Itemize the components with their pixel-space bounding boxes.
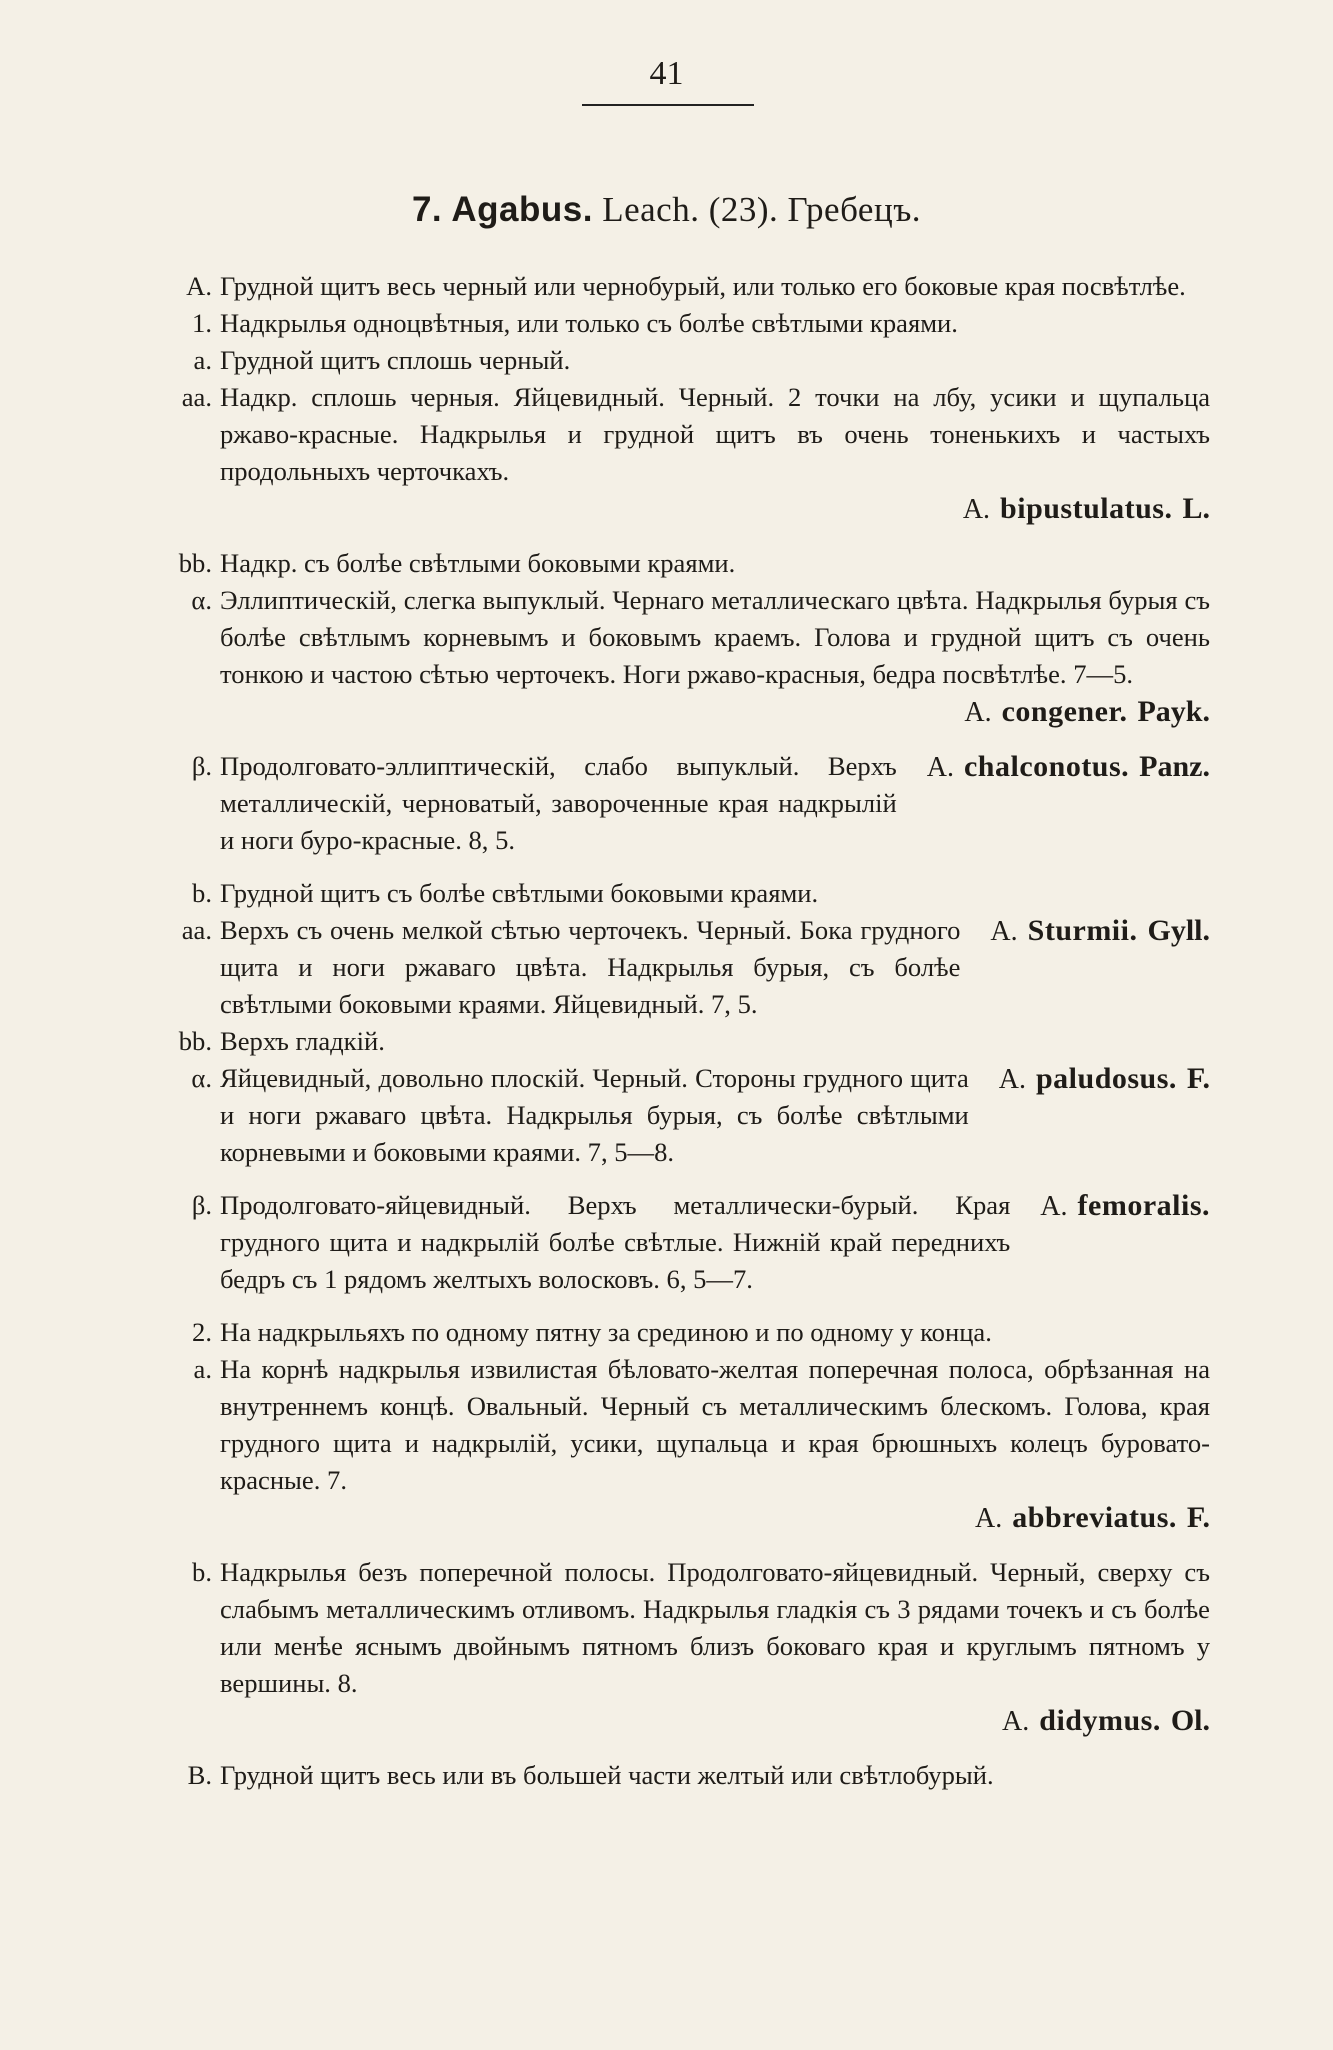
species-author: Gyll.	[1147, 914, 1210, 947]
species-epithet: Sturmii.	[1027, 914, 1138, 947]
entry-body: Яйцевидный, довольно плоскій. Черный. Стороны грудного щита и ноги ржаваго цвѣта. Надкрылья бурыя, съ болѣе свѣтлыми корневыми и боковыми краями. 7, 5—8.	[220, 1063, 969, 1167]
species-name	[1010, 1187, 1210, 1225]
key-entry	[150, 545, 1210, 582]
species-author: Panz.	[1139, 750, 1210, 783]
key-entry	[150, 748, 1210, 859]
key-entry	[150, 875, 1210, 912]
key-entry	[150, 305, 1210, 342]
species-author: F.	[1186, 1062, 1210, 1095]
key-entry	[150, 1314, 1210, 1351]
key-entry	[150, 1351, 1210, 1538]
species-genus: A.	[975, 1503, 1003, 1534]
species-epithet: congener.	[1001, 695, 1128, 728]
entry-text: Надкр. сплошь черныя. Яйцевидный. Черный. 2 точки на лбу, усики и щупальца ржаво-красные. Надкрылья и грудной щитъ въ очень тоненькихъ и частыхъ продольныхъ черточкахъ.	[220, 382, 1210, 486]
species-genus: A.	[1002, 1706, 1030, 1737]
species-genus: A.	[926, 752, 954, 783]
species-author: L.	[1182, 492, 1210, 525]
species-name	[897, 748, 1210, 786]
entry-text: На надкрыльяхъ по одному пятну за срединою и по одному у конца.	[220, 1317, 992, 1347]
entry-body: Верхъ съ очень мелкой сѣтью черточекъ. Черный. Бока грудного щита и ноги ржаваго цвѣта. Надкрылья бурыя, съ болѣе свѣтлыми боковыми краями. Яйцевидный. 7, 5.	[220, 915, 961, 1019]
key-entry	[150, 1023, 1210, 1060]
entry-body: Продолговато-яйцевидный. Верхъ металлически-бурый. Края грудного щита и надкрылій болѣе свѣтлые. Нижній край переднихъ бедръ съ 1 рядомъ желтыхъ волосковъ. 6, 5—7.	[220, 1190, 1011, 1294]
entry-text	[220, 1060, 1210, 1171]
entry-label: bb.	[178, 548, 212, 578]
species-epithet: didymus.	[1039, 1704, 1161, 1737]
entry-label: a.	[193, 1354, 212, 1384]
species-epithet: paludosus.	[1035, 1062, 1177, 1095]
species-name	[960, 912, 1210, 950]
entry-text: Эллиптическій, слегка выпуклый. Чернаго металлическаго цвѣта. Надкрылья бурыя съ болѣе свѣтлымъ корневымъ и боковымъ краемъ. Голова и грудной щитъ съ очень тонкою и частою сѣтью черточекъ. Ноги ржаво-красныя, бедра посвѣтлѣе. 7—5.	[220, 585, 1210, 689]
entry-label: 2.	[192, 1317, 212, 1347]
entry-label: bb.	[178, 1026, 212, 1056]
entry-text: Надкрылья безъ поперечной полосы. Продолговато-яйцевидный. Черный, сверху съ слабымъ металлическимъ отливомъ. Надкрылья гладкія съ 3 рядами точекъ и съ болѣе или менѣе яснымъ двойнымъ пятномъ близъ боковаго края и круглымъ пятномъ у вершины. 8.	[220, 1557, 1210, 1698]
key-entry	[150, 1187, 1210, 1298]
spacer	[150, 859, 1210, 875]
entry-text: Грудной щитъ сплошь черный.	[220, 345, 571, 375]
entry-label: β.	[191, 751, 212, 781]
species-name	[220, 1702, 1210, 1741]
species-genus: A.	[990, 916, 1018, 947]
genus-heading	[0, 188, 1333, 232]
entry-label: b.	[192, 1557, 212, 1587]
spacer	[150, 1538, 1210, 1554]
entry-label: α.	[191, 1063, 212, 1093]
key-entry	[150, 1060, 1210, 1171]
entry-label: b.	[192, 878, 212, 908]
entry-label: α.	[191, 585, 212, 615]
key-entry	[150, 912, 1210, 1023]
spacer	[150, 1741, 1210, 1757]
key-entry	[150, 342, 1210, 379]
entry-label: B.	[187, 1760, 212, 1790]
species-name	[220, 1499, 1210, 1538]
species-name	[220, 693, 1210, 732]
entry-text: Грудной щитъ съ болѣе свѣтлыми боковыми краями.	[220, 878, 819, 908]
key-entry	[150, 582, 1210, 732]
species-genus: A.	[962, 494, 991, 525]
species-epithet: abbreviatus.	[1012, 1501, 1177, 1534]
spacer	[150, 529, 1210, 545]
entry-text	[220, 1187, 1210, 1298]
entry-label: 1.	[192, 308, 212, 338]
spacer	[150, 732, 1210, 748]
key-entry	[150, 1554, 1210, 1741]
species-author: Payk.	[1137, 695, 1210, 728]
species-author: F.	[1186, 1501, 1210, 1534]
entry-text	[220, 748, 1210, 859]
spacer	[150, 1171, 1210, 1187]
heading-number: 7.	[411, 190, 443, 229]
heading-author: Leach.	[602, 190, 700, 229]
species-name	[220, 490, 1210, 529]
entry-label: A.	[186, 271, 212, 301]
species-epithet: chalconotus.	[963, 750, 1130, 783]
entry-text: Надкрылья одноцвѣтныя, или только съ болѣе свѣтлыми краями.	[220, 308, 958, 338]
species-epithet: bipustulatus.	[1000, 492, 1173, 525]
entry-text: На корнѣ надкрылья извилистая бѣловато-желтая поперечная полоса, обрѣзанная на внутреннемъ концѣ. Овальный. Черный съ металлическимъ блескомъ. Голова, края грудного щита и надкрылій, усики, щупальца и края брюшныхъ колецъ буровато-красные. 7.	[220, 1354, 1210, 1495]
entry-text	[220, 912, 1210, 1023]
entry-body: Продолговато-эллиптическій, слабо выпуклый. Верхъ металлическій, черноватый, завороченные края надкрылій и ноги буро-красные. 8, 5.	[220, 751, 897, 855]
species-name	[969, 1060, 1210, 1098]
key-entry	[150, 268, 1210, 305]
key-entries	[150, 268, 1210, 1794]
entry-text: Грудной щитъ весь черный или чернобурый, или только его боковые края посвѣтлѣе.	[220, 271, 1186, 301]
entry-label: aa.	[181, 915, 212, 945]
entry-text: Грудной щитъ весь или въ большей части желтый или свѣтлобурый.	[220, 1760, 994, 1790]
page-number: 41	[649, 55, 684, 92]
species-author: Ol.	[1170, 1704, 1210, 1737]
page-number-rule	[582, 104, 754, 106]
heading-count: (23).	[708, 190, 779, 229]
entry-label: a.	[193, 345, 212, 375]
entry-text: Верхъ гладкій.	[220, 1026, 385, 1056]
key-entry	[150, 1757, 1210, 1794]
entry-label: aa.	[181, 382, 212, 412]
species-genus: A.	[1040, 1191, 1068, 1222]
entry-text: Надкр. съ болѣе свѣтлыми боковыми краями.	[220, 548, 736, 578]
species-genus: A.	[998, 1064, 1026, 1095]
entry-label: β.	[191, 1190, 212, 1220]
species-genus: A.	[964, 697, 992, 728]
heading-russian: Гребецъ.	[787, 190, 922, 229]
spacer	[150, 1298, 1210, 1314]
species-epithet: femoralis.	[1077, 1189, 1210, 1222]
heading-genus: Agabus.	[451, 190, 593, 229]
key-entry	[150, 379, 1210, 529]
